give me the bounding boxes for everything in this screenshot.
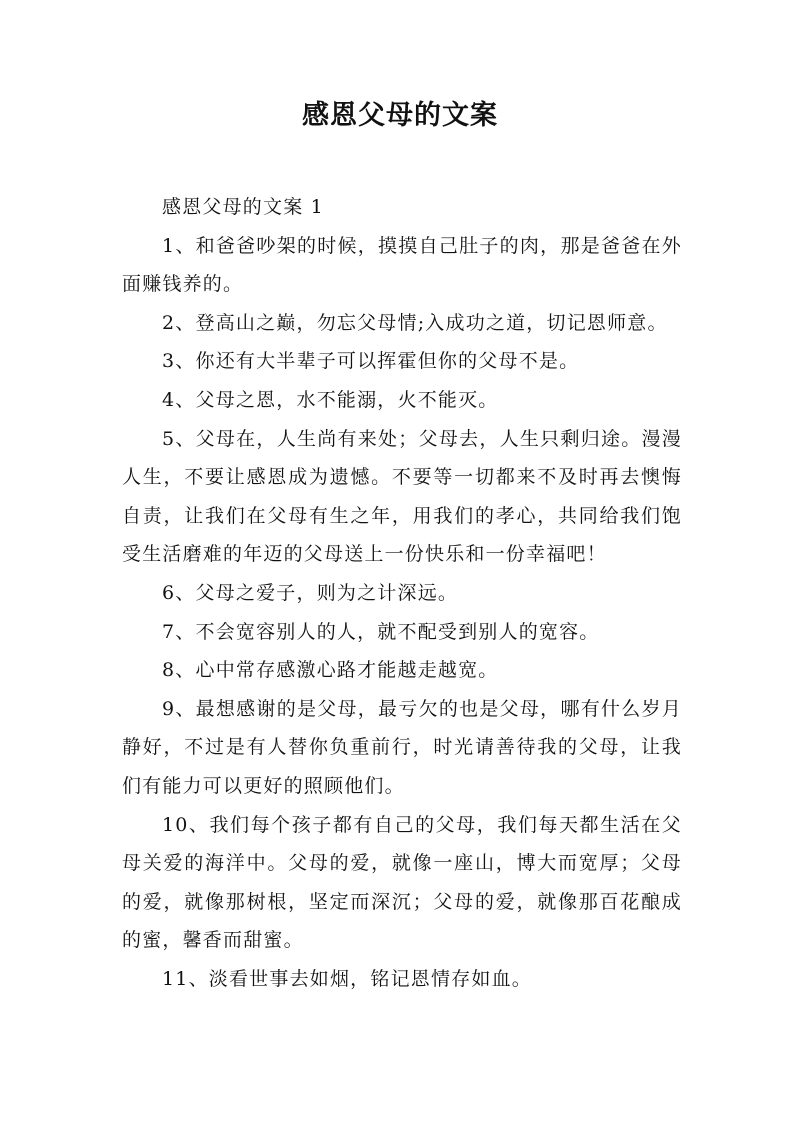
paragraph-7: 7、不会宽容别人的人，就不配受到别人的宽容。	[162, 620, 600, 643]
paragraph-11: 11、淡看世事去如烟，铭记恩情存如血。	[162, 967, 532, 990]
paragraph-9: 9、最想感谢的是父母，最亏欠的也是父母，哪有什么岁月静好，不过是有人替你负重前行，时光请善待我的父母，让我们有能力可以更好的照顾他们。	[122, 697, 682, 797]
paragraph-6: 6、父母之爱子，则为之计深远。	[162, 581, 459, 604]
paragraph-8: 8、心中常存感激心路才能越走越宽。	[162, 659, 499, 682]
paragraph-10: 10、我们每个孩子都有自己的父母，我们每天都生活在父母关爱的海洋中。父母的爱，就像一座山，博大而宽厚；父母的爱，就像那树根，坚定而深沉；父母的爱，就像那百花酿成的蜜，馨香而甜蜜。	[122, 813, 682, 952]
document-body	[122, 188, 682, 998]
paragraph-2: 2、登高山之巅，勿忘父母情;入成功之道，切记恩师意。	[162, 311, 668, 334]
paragraph-3: 3、你还有大半辈子可以挥霍但你的父母不是。	[162, 350, 580, 373]
paragraph-4: 4、父母之恩，水不能溺，火不能灭。	[162, 388, 499, 411]
section-heading: 感恩父母的文案 1	[162, 196, 324, 218]
paragraph-1: 1、和爸爸吵架的时候，摸摸自己肚子的肉，那是爸爸在外面赚钱养的。	[122, 234, 682, 296]
document-title: 感恩父母的文案	[302, 100, 498, 131]
paragraph-5: 5、父母在，人生尚有来处；父母去，人生只剩归途。漫漫人生，不要让感恩成为遗憾。不要等一切都来不及时再去懊悔自责，让我们在父母有生之年，用我们的孝心，共同给我们饱受生活磨难的年迈的父母送上一份快乐和一份幸福吧！	[122, 427, 682, 566]
